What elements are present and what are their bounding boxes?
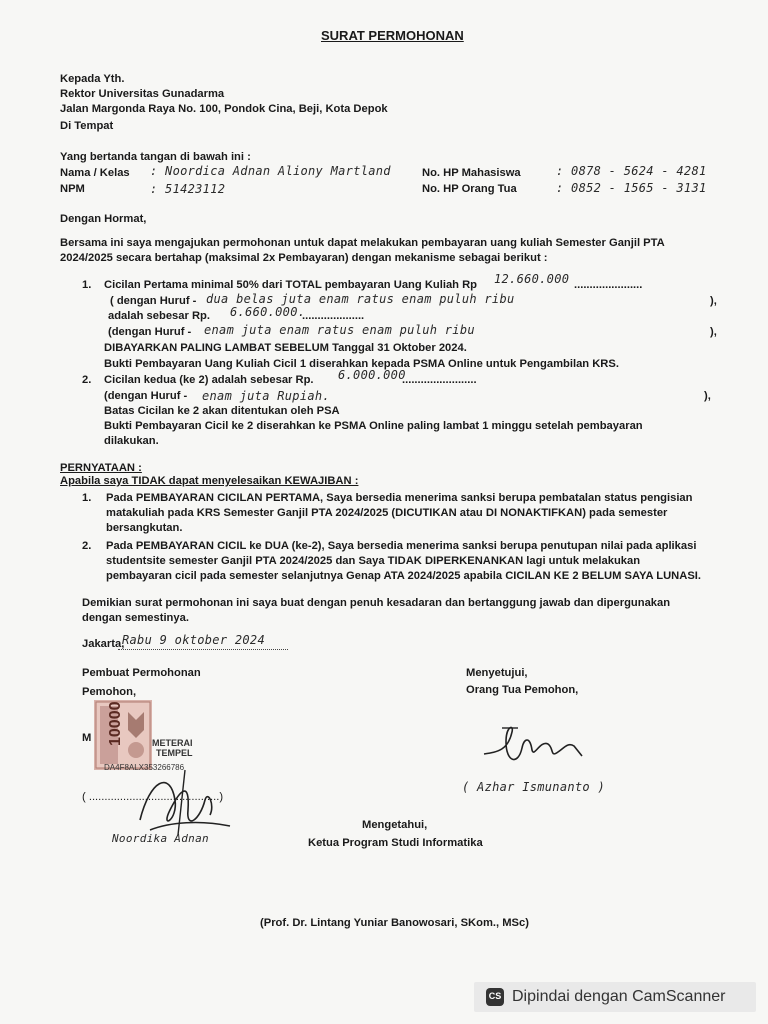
item-1-deadline: DIBAYARKAN PALING LAMBAT SEBELUM Tanggal 31 Oktober 2024. <box>104 342 467 354</box>
statement-1-line-2: matakuliah pada KRS Semester Ganjil PTA 2024/2025 (DICUTIKAN atau DI NONAKTIFKAN) pada semester <box>106 507 668 519</box>
left-sign-bracket: ( ..........................................) <box>82 791 224 803</box>
item-1-words2-prefix: (dengan Huruf - <box>108 326 192 338</box>
statement-1-line-1: Pada PEMBAYARAN CICILAN PERTAMA, Saya bersedia menerima sanksi berupa pembatalan status pengisian <box>106 492 693 504</box>
item-1-number: 1. <box>82 279 92 291</box>
left-sign-title: Pembuat Permohonan <box>82 667 201 679</box>
item-2-dots: ........................ <box>402 374 477 386</box>
item-2-proof-line-2: dilakukan. <box>104 435 159 447</box>
closing-line-1: Demikian surat permohonan ini saya buat dengan penuh kesadaran dan bertanggung jawab dan dipergunakan <box>82 597 671 609</box>
camscanner-watermark <box>474 982 756 1012</box>
center-sign-name: (Prof. Dr. Lintang Yuniar Banowosari, SKom., MSc) <box>260 917 529 929</box>
left-sign-name: Noordika Adnan <box>112 832 209 845</box>
item-2-proof-line-1: Bukti Pembayaran Cicil ke 2 diserahkan ke PSMA Online paling lambat 1 minggu setelah pembayaran <box>104 420 643 432</box>
item-2-words: enam juta Rupiah. <box>202 389 330 403</box>
right-sign-title: Menyetujui, <box>466 667 528 679</box>
npm-value: : 51423112 <box>150 182 226 196</box>
item-1-amount: 6.660.000. <box>230 305 306 319</box>
recipient-line-3: Jalan Margonda Raya No. 100, Pondok Cina, Beji, Kota Depok <box>60 103 388 115</box>
statement-2-line-1: Pada PEMBAYARAN CICIL ke DUA (ke-2), Saya bersedia menerima sanksi berupa penutupan nilai pada aplikasi <box>106 540 697 552</box>
item-2-words-prefix: (dengan Huruf - <box>104 390 188 402</box>
body-line-2: 2024/2025 secara bertahap (maksimal 2x Pembayaran) dengan mekanisme sebagai berikut : <box>60 252 548 264</box>
recipient-line-4: Di Tempat <box>60 120 114 132</box>
right-sign-subtitle: Orang Tua Pemohon, <box>466 684 579 696</box>
meterai-label-2: TEMPEL <box>156 748 193 758</box>
right-sign-name: ( Azhar Ismunanto ) <box>462 780 605 794</box>
left-sign-subtitle: Pemohon, <box>82 686 137 698</box>
recipient-line-1: Kepada Yth. <box>60 73 125 85</box>
meterai-code: DA4F8ALX353266786 <box>104 763 185 772</box>
item-1-words-prefix: ( dengan Huruf - <box>110 295 197 307</box>
hp-parent-value: : 0852 - 1565 - 3131 <box>556 181 707 195</box>
center-sign-title: Mengetahui, <box>362 819 428 831</box>
item-1-words2: enam juta enam ratus enam puluh ribu <box>204 323 475 337</box>
item-1-line-1: Cicilan Pertama minimal 50% dari TOTAL pembayaran Uang Kuliah Rp <box>104 279 478 291</box>
item-1-close: ), <box>710 295 717 307</box>
item-2-amount: 6.000.000 <box>338 368 406 382</box>
center-sign-subtitle: Ketua Program Studi Informatika <box>308 837 483 849</box>
date-underline <box>118 649 288 650</box>
camscanner-logo-icon: CS <box>486 988 504 1006</box>
closing-date: Rabu 9 oktober 2024 <box>122 633 265 647</box>
statement-1-number: 1. <box>82 492 92 504</box>
camscanner-text: Dipindai dengan CamScanner <box>512 988 726 1005</box>
item-1-close2: ), <box>710 326 717 338</box>
item-1-words: dua belas juta enam ratus enam puluh ribu <box>206 292 515 306</box>
item-2-limit: Batas Cicilan ke 2 akan ditentukan oleh PSA <box>104 405 340 417</box>
item-2-line-1: Cicilan kedua (ke 2) adalah sebesar Rp. <box>104 374 314 386</box>
item-2-number: 2. <box>82 374 92 386</box>
statement-2-line-3: pembayaran cicil pada semester selanjutnya Genap ATA 2024/2025 apabila CICILAN KE 2 BELUM SAYA LUNASI. <box>106 570 702 582</box>
name-value: : Noordica Adnan Aliony Martland <box>150 164 391 178</box>
item-1-dots: ...................... <box>574 279 643 291</box>
item-1-total: 12.660.000 <box>494 272 570 286</box>
statement-2-number: 2. <box>82 540 92 552</box>
recipient-line-2: Rektor Universitas Gunadarma <box>60 88 225 100</box>
closing-place: Jakarta, <box>82 638 125 650</box>
statement-heading: PERNYATAAN : <box>60 462 142 474</box>
greeting: Dengan Hormat, <box>60 213 147 225</box>
item-1-amount-prefix: adalah sebesar Rp. <box>108 310 210 322</box>
statement-1-line-3: bersangkutan. <box>106 522 183 534</box>
meterai-label-1: METERAI <box>152 738 193 748</box>
hp-student-value: : 0878 - 5624 - 4281 <box>556 164 707 178</box>
statement-subheading: Apabila saya TIDAK dapat menyelesaikan KEWAJIBAN : <box>60 475 359 487</box>
left-sign-partial: M <box>82 732 92 744</box>
npm-label: NPM <box>60 183 85 195</box>
item-1-amount-dots: .................... <box>302 310 365 322</box>
item-1-proof: Bukti Pembayaran Uang Kuliah Cicil 1 diserahkan kepada PSMA Online untuk Pengambilan KRS. <box>104 358 619 370</box>
hp-parent-label: No. HP Orang Tua <box>422 183 517 195</box>
name-label: Nama / Kelas <box>60 167 130 179</box>
right-signature-image <box>478 722 598 772</box>
letter-title: SURAT PERMOHONAN <box>321 28 464 43</box>
closing-line-2: dengan semestinya. <box>82 612 189 624</box>
hp-student-label: No. HP Mahasiswa <box>422 167 521 179</box>
meterai-value: 10000 <box>107 701 124 746</box>
identity-intro: Yang bertanda tangan di bawah ini : <box>60 151 251 163</box>
statement-2-line-2: studentsite semester Ganjil PTA 2024/2025 dan Saya TIDAK DIPERKENANKAN lagi untuk melakukan <box>106 555 641 567</box>
item-2-close: ), <box>704 390 711 402</box>
body-line-1: Bersama ini saya mengajukan permohonan untuk dapat melakukan pembayaran uang kuliah Semester Ganjil PTA <box>60 237 665 249</box>
